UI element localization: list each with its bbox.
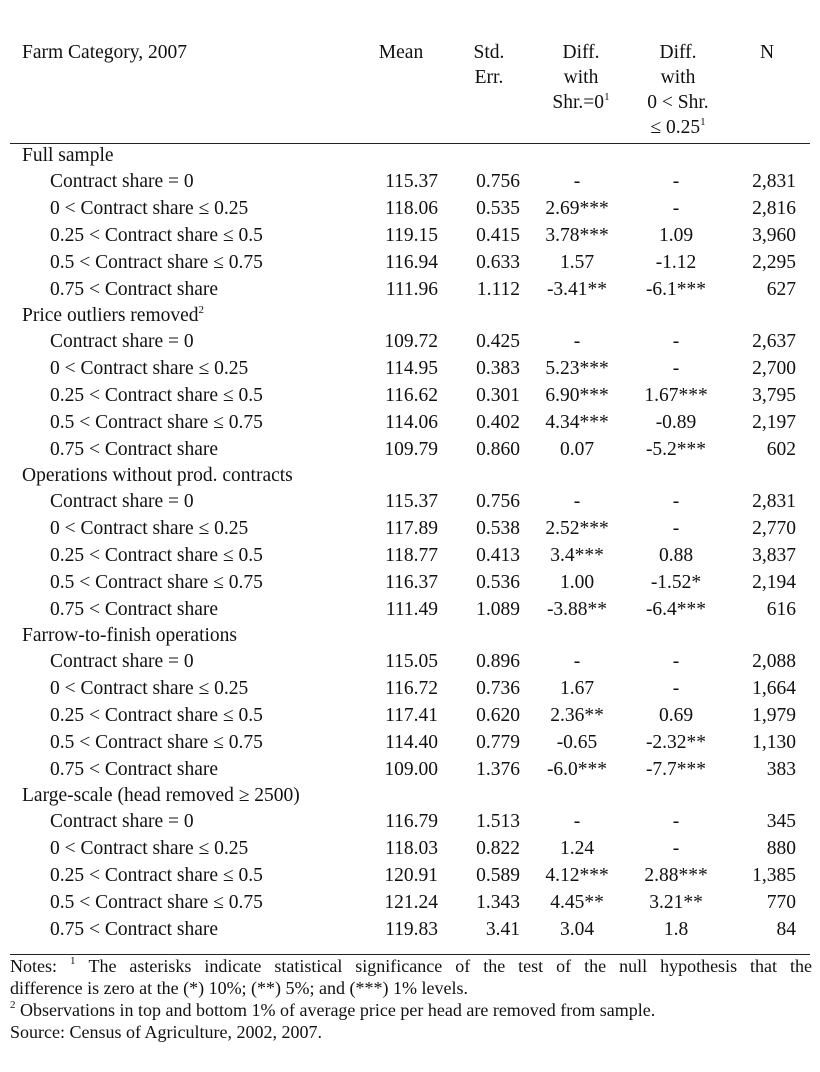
diff-shr0-cell: 2.69***: [545, 198, 609, 219]
std-err-cell: 0.415: [476, 225, 520, 246]
group-title: [0, 303, 820, 328]
diff-shr025-cell: -1.12: [655, 252, 697, 273]
group-title-text: Farrow-to-finish operations: [22, 625, 237, 646]
diff-shr025-cell: -: [672, 358, 680, 379]
mean-cell: 115.37: [385, 171, 438, 192]
n-cell: 2,770: [752, 518, 796, 539]
row-label: Contract share = 0: [50, 331, 194, 352]
header-diff2-line3: 0 < Shr.: [647, 92, 709, 113]
diff-shr025-cell: -7.7***: [645, 759, 707, 780]
std-err-cell: 1.089: [476, 599, 520, 620]
n-cell: 770: [766, 892, 796, 913]
mean-cell: 111.96: [385, 279, 438, 300]
row-label: 0.5 < Contract share ≤ 0.75: [50, 732, 263, 753]
diff-shr0-cell: 0.07: [559, 439, 595, 460]
table-row: [0, 862, 820, 889]
note-1-text-a: The asterisks indicate statistical significance of the test of the null hypothesis that the: [88, 956, 813, 976]
table-row: [0, 195, 820, 222]
row-label: Contract share = 0: [50, 491, 194, 512]
mean-cell: 116.79: [385, 811, 438, 832]
table-row: [0, 382, 820, 409]
note-1-marker: 1: [69, 955, 76, 967]
mean-cell: 114.06: [385, 412, 438, 433]
header-diff-shr025: [632, 40, 724, 140]
header-diff1-line1: Diff.: [562, 42, 600, 63]
std-err-cell: 0.402: [476, 412, 520, 433]
diff-shr0-cell: -: [573, 811, 581, 832]
std-err-cell: 0.779: [476, 732, 520, 753]
mean-cell: 118.06: [385, 198, 438, 219]
notes-prefix: Notes:: [10, 956, 57, 976]
header-mean-label: Mean: [378, 42, 424, 63]
diff-shr025-cell: -: [672, 198, 680, 219]
mean-cell: 119.83: [385, 919, 438, 940]
diff-shr025-cell: 1.8: [663, 919, 689, 940]
diff-shr0-cell: 3.04: [559, 919, 595, 940]
header-diff2-line4-wrap: [632, 115, 724, 140]
diff-shr0-cell: 4.45**: [550, 892, 604, 913]
diff-shr025-cell: -6.1***: [645, 279, 707, 300]
diff-shr025-cell: -: [672, 678, 680, 699]
std-err-cell: 0.736: [476, 678, 520, 699]
header-std-line2: Err.: [474, 67, 504, 88]
header-category: [22, 40, 187, 65]
header-diff1-footnote: 1: [604, 91, 610, 103]
diff-shr0-cell: 1.00: [559, 572, 595, 593]
mean-cell: 109.00: [384, 759, 438, 780]
diff-shr025-cell: -5.2***: [645, 439, 707, 460]
row-label: 0.75 < Contract share: [50, 439, 219, 460]
n-cell: 1,130: [752, 732, 796, 753]
diff-shr025-cell: -: [672, 651, 680, 672]
table-row: [0, 222, 820, 249]
diff-shr025-cell: 0.88: [658, 545, 694, 566]
diff-shr0-cell: 2.36**: [550, 705, 604, 726]
row-label: Contract share = 0: [50, 811, 194, 832]
diff-shr0-cell: 3.4***: [550, 545, 604, 566]
group-title-text: Large-scale (head removed ≥ 2500): [22, 785, 300, 806]
table-row: [0, 916, 820, 943]
table-row: [0, 409, 820, 436]
mean-cell: 116.62: [385, 385, 438, 406]
row-label: 0.5 < Contract share ≤ 0.75: [50, 572, 263, 593]
diff-shr0-cell: -: [573, 651, 581, 672]
header-std-line1: Std.: [473, 42, 505, 63]
group-title: [0, 143, 820, 168]
n-cell: 2,637: [752, 331, 796, 352]
header-diff2-footnote: 1: [700, 116, 706, 128]
table-row: [0, 675, 820, 702]
diff-shr0-cell: 3.78***: [545, 225, 609, 246]
table-row: [0, 729, 820, 756]
n-cell: 3,960: [752, 225, 796, 246]
std-err-cell: 0.425: [476, 331, 520, 352]
table-row: [0, 542, 820, 569]
std-err-cell: 0.301: [476, 385, 520, 406]
mean-cell: 109.79: [384, 439, 438, 460]
n-cell: 1,385: [752, 865, 796, 886]
header-diff-shr0: [540, 40, 622, 115]
n-cell: 627: [766, 279, 796, 300]
diff-shr025-cell: -: [672, 811, 680, 832]
mean-cell: 114.95: [385, 358, 438, 379]
diff-shr0-cell: 1.67: [559, 678, 595, 699]
group-title-text: Full sample: [22, 145, 114, 166]
std-err-cell: 1.513: [476, 811, 520, 832]
n-cell: 2,197: [752, 412, 796, 433]
std-err-cell: 0.756: [476, 491, 520, 512]
diff-shr025-cell: -0.89: [655, 412, 697, 433]
table-row: [0, 436, 820, 463]
header-diff1-line2: with: [563, 67, 599, 88]
std-err-cell: 0.589: [476, 865, 520, 886]
n-cell: 616: [766, 599, 796, 620]
std-err-cell: 0.896: [476, 651, 520, 672]
group-title-text: Price outliers removed: [22, 305, 199, 326]
group-title-text: Operations without prod. contracts: [22, 465, 293, 486]
mean-cell: 119.15: [385, 225, 438, 246]
n-cell: 2,295: [752, 252, 796, 273]
table-row: [0, 596, 820, 623]
group-footnote-marker: 2: [198, 304, 205, 316]
row-label: 0 < Contract share ≤ 0.25: [50, 358, 249, 379]
n-cell: 1,979: [752, 705, 796, 726]
mean-cell: 115.05: [385, 651, 438, 672]
diff-shr025-cell: -6.4***: [645, 599, 707, 620]
mean-cell: 116.94: [385, 252, 438, 273]
n-cell: 1,664: [752, 678, 796, 699]
std-err-cell: 0.538: [476, 518, 520, 539]
group-title: [0, 463, 820, 488]
std-err-cell: 1.343: [476, 892, 520, 913]
std-err-cell: 3.41: [485, 919, 520, 940]
header-diff2-line4: ≤ 0.25: [650, 117, 701, 138]
diff-shr025-cell: 2.88***: [644, 865, 708, 886]
diff-shr025-cell: 3.21**: [649, 892, 703, 913]
mean-cell: 117.89: [385, 518, 438, 539]
n-cell: 383: [766, 759, 796, 780]
mean-cell: 115.37: [385, 491, 438, 512]
n-cell: 2,088: [752, 651, 796, 672]
diff-shr0-cell: 4.12***: [545, 865, 609, 886]
row-label: 0.25 < Contract share ≤ 0.5: [50, 385, 263, 406]
table-row: [0, 249, 820, 276]
diff-shr025-cell: -: [672, 838, 680, 859]
mean-cell: 116.37: [385, 572, 438, 593]
std-err-cell: 0.383: [476, 358, 520, 379]
diff-shr0-cell: -: [573, 171, 581, 192]
std-err-cell: 0.413: [476, 545, 520, 566]
note-2-marker: 2: [10, 999, 16, 1011]
diff-shr0-cell: 2.52***: [545, 518, 609, 539]
n-cell: 2,816: [752, 198, 796, 219]
header-diff2-line2: with: [660, 67, 696, 88]
diff-shr0-cell: 5.23***: [545, 358, 609, 379]
std-err-cell: 0.535: [476, 198, 520, 219]
std-err-cell: 0.620: [476, 705, 520, 726]
table-row: [0, 168, 820, 195]
note-2: [10, 999, 812, 1021]
table-row: [0, 889, 820, 916]
table-row: [0, 488, 820, 515]
table-row: [0, 702, 820, 729]
n-cell: 3,837: [752, 545, 796, 566]
mean-cell: 116.72: [385, 678, 438, 699]
mean-cell: 114.40: [385, 732, 438, 753]
diff-shr0-cell: -6.0***: [546, 759, 608, 780]
row-label: 0 < Contract share ≤ 0.25: [50, 518, 249, 539]
group-title: [0, 783, 820, 808]
header-mean: [364, 40, 438, 65]
row-label: 0.5 < Contract share ≤ 0.75: [50, 892, 263, 913]
row-label: 0.25 < Contract share ≤ 0.5: [50, 705, 263, 726]
diff-shr025-cell: -: [672, 518, 680, 539]
n-cell: 880: [766, 838, 796, 859]
diff-shr0-cell: -: [573, 491, 581, 512]
table-row: [0, 648, 820, 675]
table-row: [0, 276, 820, 303]
diff-shr0-cell: -: [573, 331, 581, 352]
header-diff1-line3: Shr.=0: [552, 92, 605, 113]
row-label: 0.75 < Contract share: [50, 919, 219, 940]
table-row: [0, 328, 820, 355]
std-err-cell: 0.756: [476, 171, 520, 192]
row-label: 0.75 < Contract share: [50, 759, 219, 780]
note-1-line-2: difference is zero at the (*) 10%; (**) 5%; and (***) 1% levels.: [10, 978, 468, 998]
diff-shr0-cell: 6.90***: [545, 385, 609, 406]
mean-cell: 121.24: [384, 892, 438, 913]
std-err-cell: 0.860: [476, 439, 520, 460]
group-title: [0, 623, 820, 648]
row-label: Contract share = 0: [50, 651, 194, 672]
table-row: [0, 835, 820, 862]
n-cell: 3,795: [752, 385, 796, 406]
diff-shr025-cell: -: [672, 171, 680, 192]
header-n: [735, 40, 799, 65]
n-cell: 2,831: [752, 171, 796, 192]
row-label: 0.5 < Contract share ≤ 0.75: [50, 252, 263, 273]
table-row: [0, 515, 820, 542]
row-label: 0.25 < Contract share ≤ 0.5: [50, 545, 263, 566]
mean-cell: 117.41: [385, 705, 438, 726]
n-cell: 2,831: [752, 491, 796, 512]
table-row: [0, 569, 820, 596]
note-2-text: Observations in top and bottom 1% of average price per head are removed from sample.: [20, 1000, 656, 1020]
diff-shr0-cell: -3.41**: [546, 279, 608, 300]
table-row: [0, 808, 820, 835]
mean-cell: 111.49: [385, 599, 438, 620]
diff-shr0-cell: -3.88**: [546, 599, 608, 620]
source-note: Source: Census of Agriculture, 2002, 2007.: [10, 1022, 322, 1042]
mean-cell: 120.91: [384, 865, 438, 886]
mean-cell: 109.72: [384, 331, 438, 352]
table-body: [0, 143, 820, 943]
diff-shr0-cell: -0.65: [556, 732, 598, 753]
n-cell: 602: [766, 439, 796, 460]
diff-shr025-cell: -1.52*: [650, 572, 702, 593]
diff-shr025-cell: 0.69: [658, 705, 694, 726]
diff-shr025-cell: 1.67***: [644, 385, 708, 406]
row-label: Contract share = 0: [50, 171, 194, 192]
table-row: [0, 756, 820, 783]
header-std-err: [458, 40, 520, 90]
row-label: 0.25 < Contract share ≤ 0.5: [50, 865, 263, 886]
n-cell: 2,700: [752, 358, 796, 379]
mean-cell: 118.77: [385, 545, 438, 566]
std-err-cell: 0.536: [476, 572, 520, 593]
n-cell: 345: [766, 811, 796, 832]
n-cell: 2,194: [752, 572, 796, 593]
diff-shr0-cell: 4.34***: [545, 412, 609, 433]
std-err-cell: 1.112: [476, 279, 520, 300]
table-row: [0, 355, 820, 382]
header-diff2-line1: Diff.: [659, 42, 697, 63]
note-1-line-1: [10, 955, 812, 977]
row-label: 0 < Contract share ≤ 0.25: [50, 838, 249, 859]
diff-shr025-cell: 1.09: [658, 225, 694, 246]
table-notes: [10, 955, 812, 1043]
row-label: 0.25 < Contract share ≤ 0.5: [50, 225, 263, 246]
row-label: 0.75 < Contract share: [50, 599, 219, 620]
row-label: 0 < Contract share ≤ 0.25: [50, 678, 249, 699]
row-label: 0.75 < Contract share: [50, 279, 219, 300]
std-err-cell: 0.822: [476, 838, 520, 859]
diff-shr025-cell: -: [672, 491, 680, 512]
header-diff1-line3-wrap: [540, 90, 622, 115]
diff-shr0-cell: 1.24: [559, 838, 595, 859]
header-n-label: N: [759, 42, 775, 63]
std-err-cell: 0.633: [476, 252, 520, 273]
diff-shr025-cell: -2.32**: [645, 732, 707, 753]
n-cell: 84: [776, 919, 796, 940]
mean-cell: 118.03: [385, 838, 438, 859]
diff-shr025-cell: -: [672, 331, 680, 352]
std-err-cell: 1.376: [476, 759, 520, 780]
diff-shr0-cell: 1.57: [559, 252, 595, 273]
header-category-label: Farm Category, 2007: [22, 42, 187, 63]
row-label: 0.5 < Contract share ≤ 0.75: [50, 412, 263, 433]
row-label: 0 < Contract share ≤ 0.25: [50, 198, 249, 219]
